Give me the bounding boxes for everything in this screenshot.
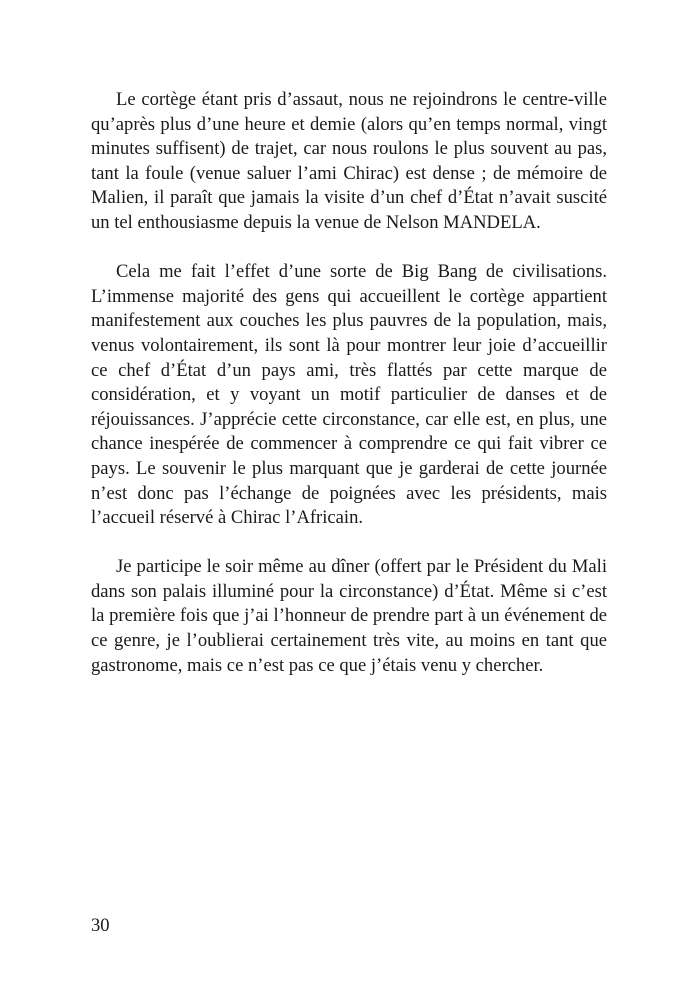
paragraph-2: Cela me fait l’effet d’une sorte de Big Bang de civilisations. L’immense majorité des gens qui accueillent le cortège appartient manifestement aux couches les plus pauvres de la population, mais, venus volontairement, ils sont là pour montrer leur joie d’accueillir ce chef d’État d’un pays ami, très flattés par cette marque de considération, et y voyant un motif particulier de danses et de réjouissances. J’apprécie cette circonstance, car elle est, en plus, une chance inespérée de commencer à comprendre ce qui fait vibrer ce pays. Le souvenir le plus marquant que je garderai de cette journée n’est donc pas l’échange de poignées avec les présidents, mais l’accueil réservé à Chirac l’Africain. (91, 261, 607, 529)
paragraph-1: Le cortège étant pris d’assaut, nous ne rejoindrons le centre-ville qu’après plus d’une heure et demie (alors qu’en temps normal, vingt minutes suffisent) de trajet, car nous roulons le plus souvent au pas, tant la foule (venue saluer l’ami Chirac) est dense ; de mémoire de Malien, il paraît que jamais la visite d’un chef d’État n’avait suscité un tel enthousiasme depuis la venue de Nelson MANDELA. (91, 89, 607, 233)
paragraph-3: Je participe le soir même au dîner (offert par le Président du Mali dans son palais illuminé pour la circonstance) d’État. Même si c’est la première fois que j’ai l’honneur de prendre part à un événement de ce genre, je l’oublierai certainement très vite, au moins en tant que gastronome, mais ce n’est pas ce que j’étais venu y chercher. (91, 556, 607, 676)
body-text (91, 88, 607, 703)
page-number: 30 (91, 915, 110, 936)
